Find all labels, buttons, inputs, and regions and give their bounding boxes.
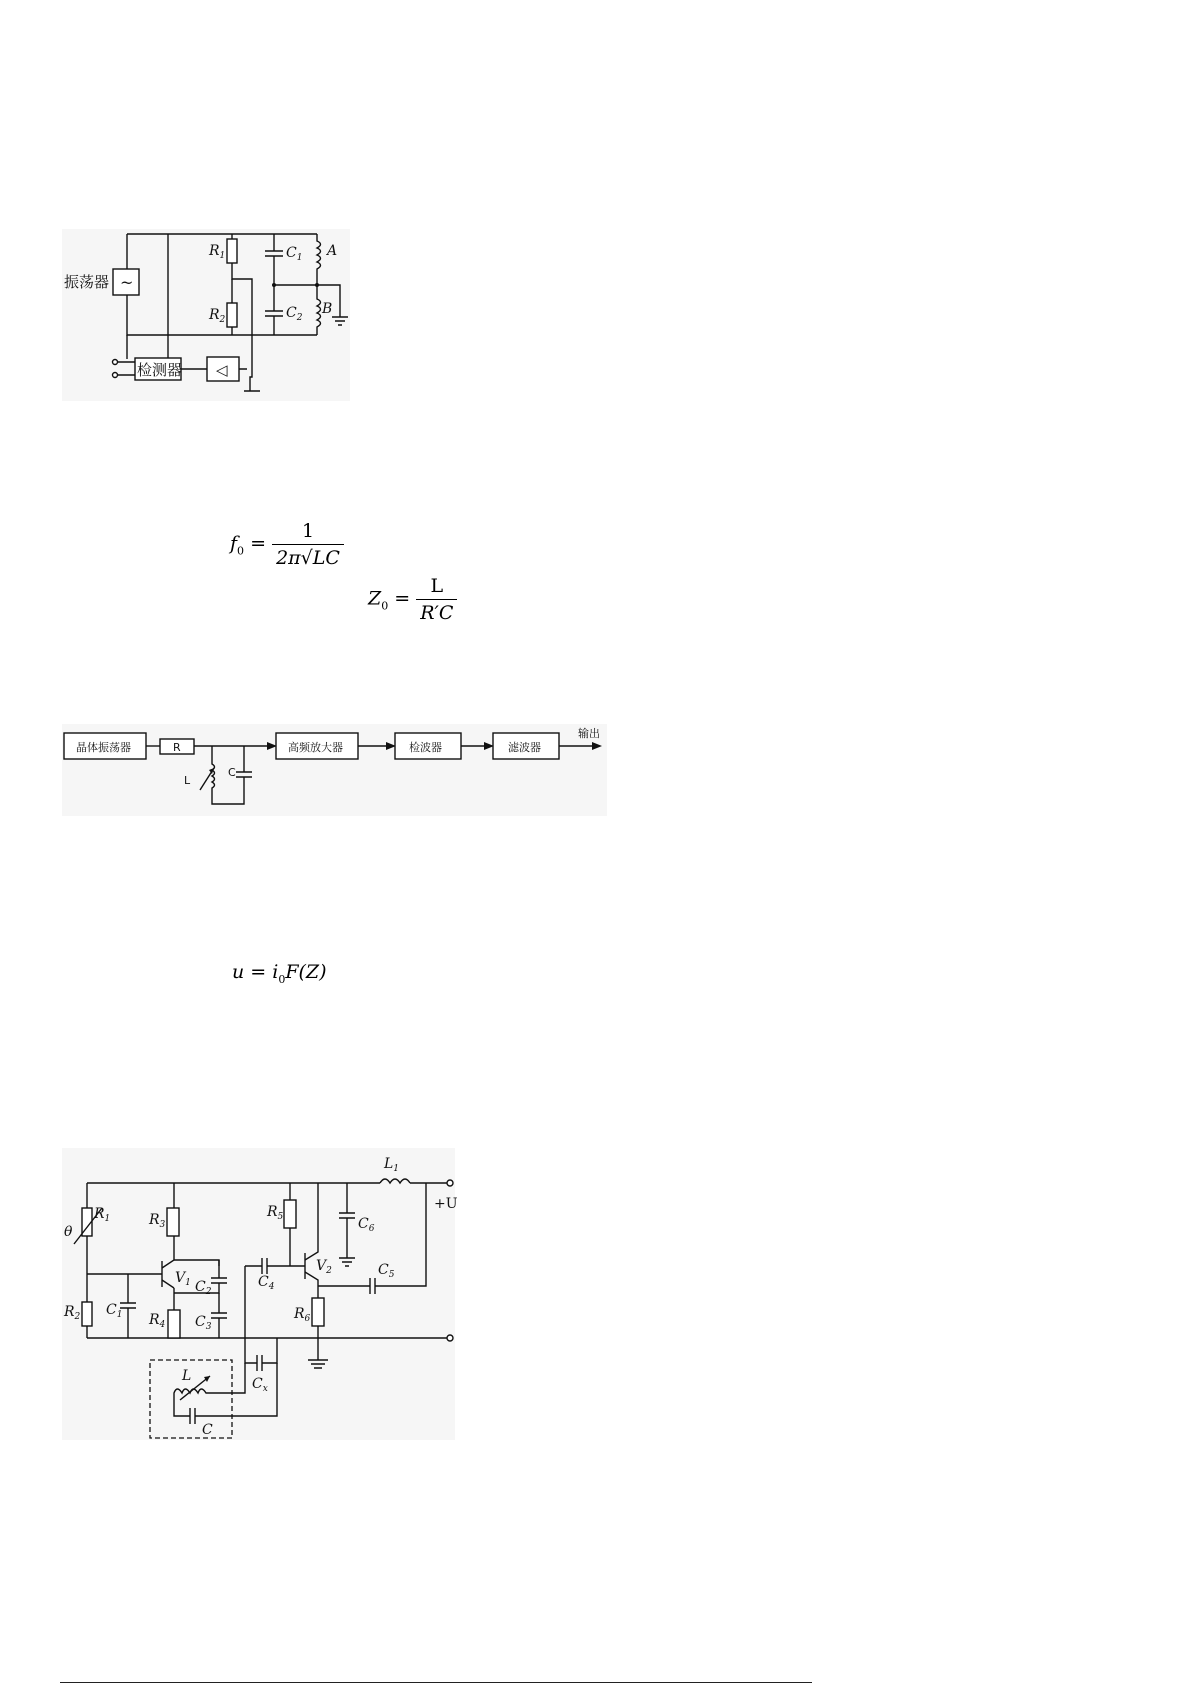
v2-label: $V_2$ (316, 1258, 332, 1276)
resistor-r3 (167, 1208, 179, 1236)
r1-label: $R_1$ (209, 243, 226, 261)
figure-2-svg (62, 724, 607, 816)
resistor-r2 (227, 303, 237, 327)
plus-u-label: +U (434, 1196, 458, 1212)
l-label: L (184, 774, 191, 787)
c2-label-3: $C_2$ (195, 1279, 212, 1297)
resistor-r5 (284, 1200, 296, 1228)
cx-label: $C_x$ (252, 1376, 268, 1394)
crystal-oscillator-label: 晶体振荡器 (76, 741, 131, 754)
figure-3-circuit (62, 1148, 458, 1440)
coil-b (317, 285, 321, 335)
detector-label: 检测器 (137, 361, 183, 379)
c1-label: $C_1$ (286, 245, 303, 263)
formula-impedance: $Z_0$ = $\frac{L}{R'C}$ (368, 575, 457, 624)
resistor-r1 (227, 239, 237, 263)
hf-amplifier-label: 高频放大器 (288, 741, 343, 754)
c6-label: $C_6$ (358, 1216, 375, 1234)
resistor-r4 (168, 1310, 180, 1338)
figure-3-svg (62, 1148, 458, 1440)
inductor-l1 (380, 1179, 410, 1183)
v1-label: $V_1$ (175, 1270, 191, 1288)
figure-1-svg (62, 229, 350, 401)
c5-label: $C_5$ (378, 1262, 395, 1280)
r4-label: $R_4$ (149, 1312, 166, 1330)
l1-label: $L_1$ (384, 1156, 400, 1174)
r1-label-3: $R_1$ (94, 1206, 111, 1224)
detector-block-label: 检波器 (409, 741, 442, 754)
sine-symbol: ~ (120, 273, 134, 292)
c-label: C (228, 766, 236, 779)
formula-output-voltage: $u = i_0F(Z)$ (232, 961, 327, 986)
sensor-l-label: L (182, 1368, 192, 1384)
filter-block-label: 滤波器 (508, 741, 541, 754)
formula-resonant-frequency: $f_0$ = $\frac{1}{2\pi√LC}$ (230, 520, 344, 569)
r6-label: $R_6$ (294, 1306, 311, 1324)
oscillator-label: 振荡器 (64, 273, 110, 291)
b-label: B (322, 301, 333, 317)
a-label: A (327, 243, 338, 259)
figure-1-circuit (62, 229, 350, 401)
r2-label: $R_2$ (209, 307, 226, 325)
r-block-label: R (173, 741, 181, 754)
r3-label: $R_3$ (149, 1212, 166, 1230)
amplifier-symbol: ◁ (216, 361, 228, 379)
c3-label-3: $C_3$ (195, 1314, 212, 1332)
output-label: 输出 (578, 727, 600, 740)
theta-label: θ (64, 1224, 73, 1240)
figure-2-block-diagram (62, 724, 607, 816)
c2-label: $C_2$ (286, 305, 303, 323)
c4-label: $C_4$ (258, 1274, 275, 1292)
r2-label-3: $R_2$ (64, 1304, 81, 1322)
resistor-r2-3 (82, 1302, 92, 1326)
coil-a (317, 234, 321, 285)
r5-label: $R_5$ (267, 1204, 284, 1222)
page-bottom-rule (60, 1682, 812, 1683)
sensor-c-label: C (202, 1422, 213, 1438)
resistor-r6 (312, 1298, 324, 1326)
c1-label-3: $C_1$ (106, 1302, 123, 1320)
